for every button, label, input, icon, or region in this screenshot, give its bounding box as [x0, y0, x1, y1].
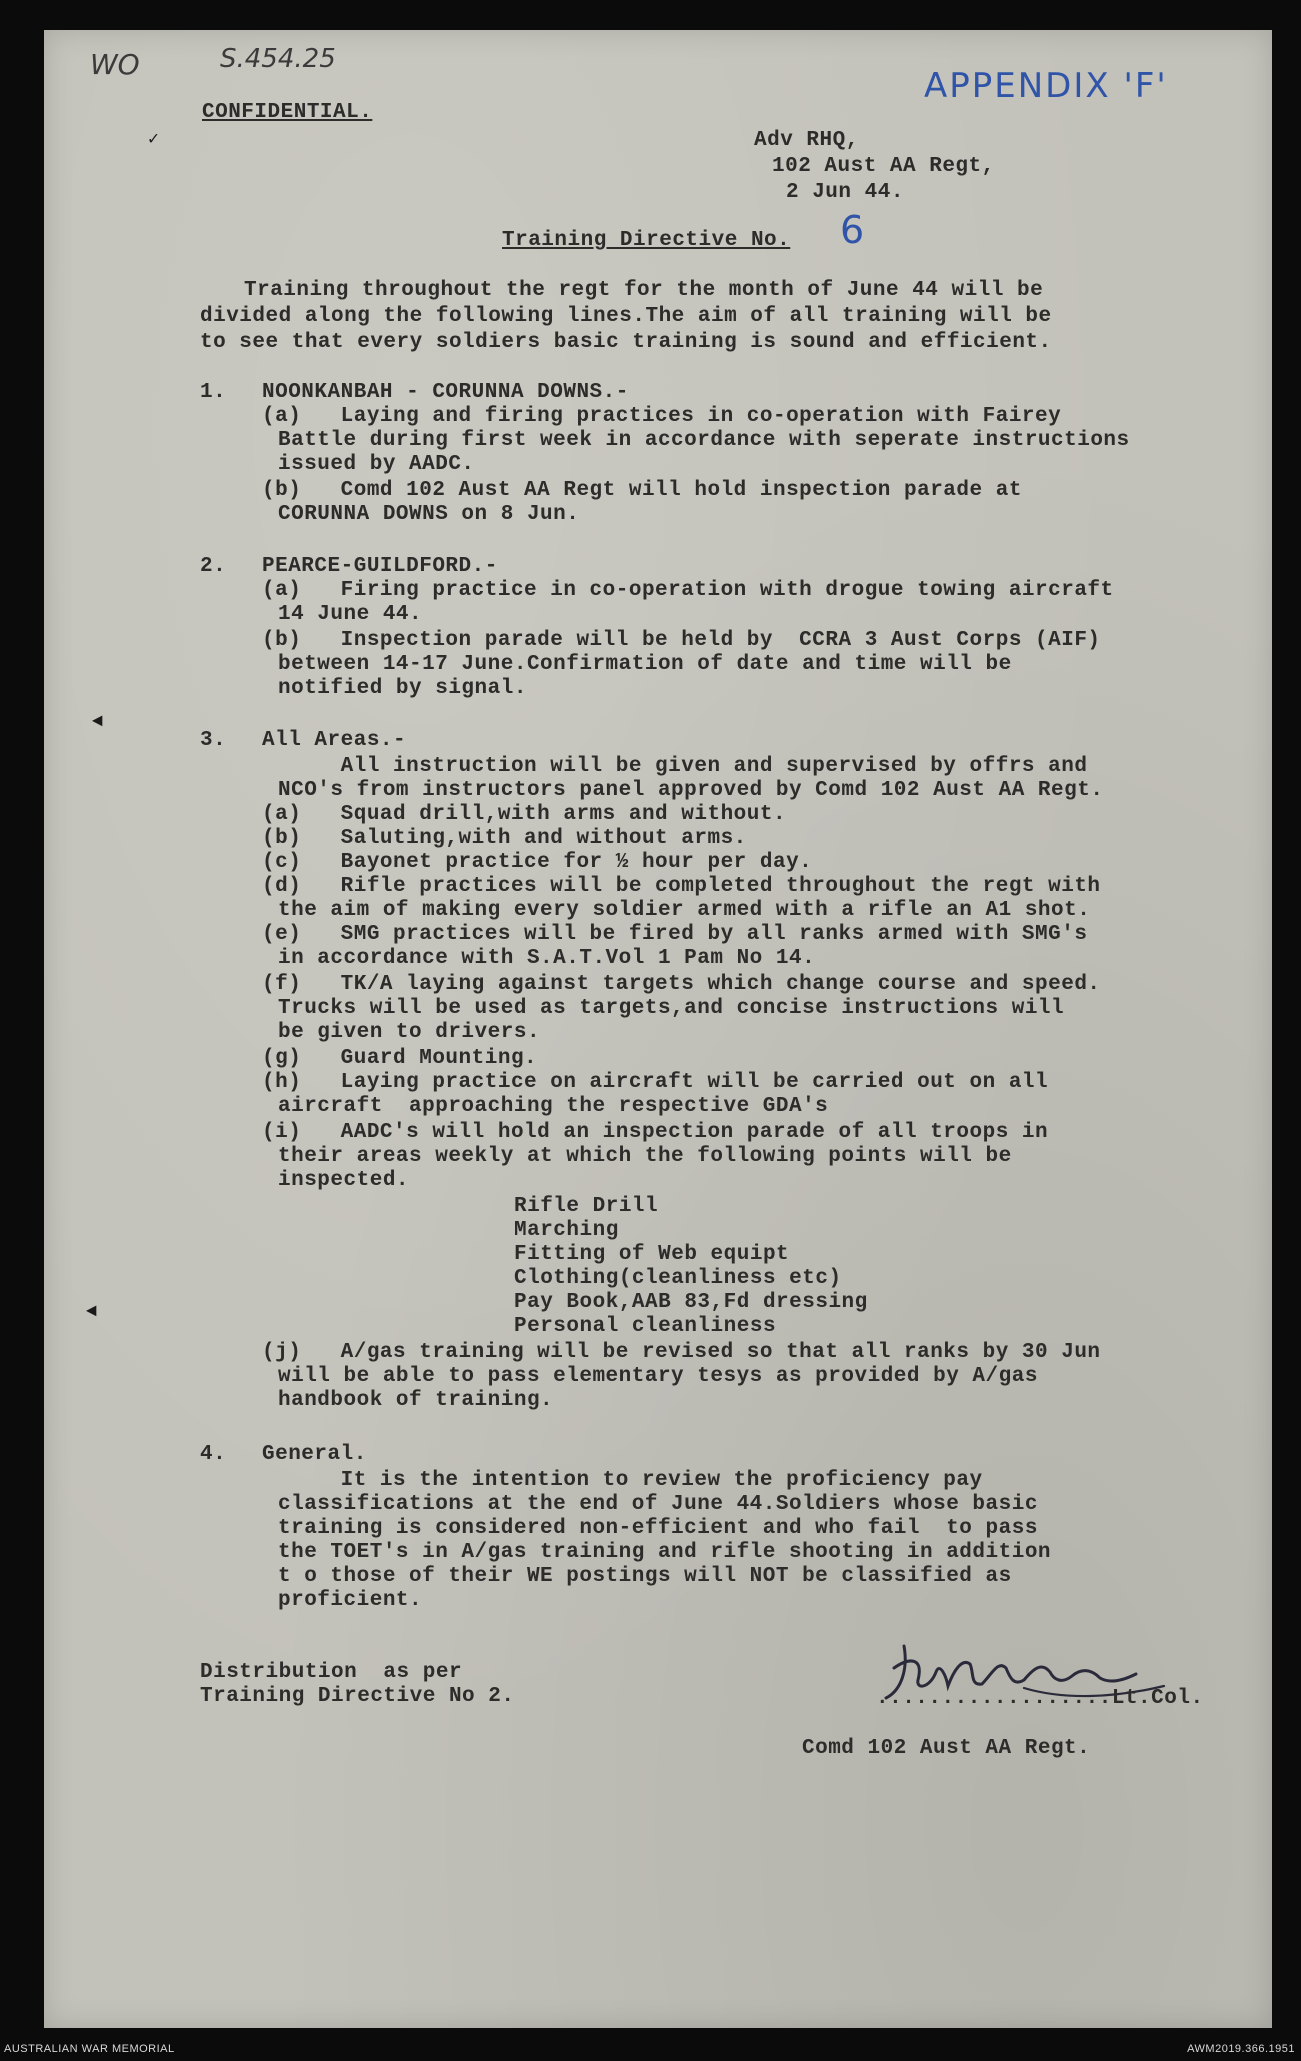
sender-line-2: 102 Aust AA Regt,: [772, 155, 995, 178]
date-line: 2 Jun 44.: [786, 181, 904, 204]
section-3-line: (g) Guard Mounting.: [262, 1047, 538, 1070]
section-4-line: proficient.: [278, 1589, 423, 1612]
inspection-point: Personal cleanliness: [514, 1315, 777, 1338]
section-4-number: 4.: [200, 1443, 227, 1466]
inspection-point: Marching: [514, 1219, 619, 1242]
section-2-heading: PEARCE-GUILDFORD.-: [262, 555, 498, 578]
distribution-line: Training Directive No 2.: [200, 1685, 515, 1708]
section-3-number: 3.: [200, 729, 227, 752]
section-1-line: (a) Laying and firing practices in co-operation with Fairey: [262, 405, 1062, 428]
section-3-line: NCO's from instructors panel approved by Comd 102 Aust AA Regt.: [278, 779, 1104, 802]
margin-arrow-mark: ◄: [92, 712, 103, 732]
section-4-line: t o those of their WE postings will NOT be classified as: [278, 1565, 1012, 1588]
inspection-point: Clothing(cleanliness etc): [514, 1267, 842, 1290]
section-3-line: All instruction will be given and supervised by offrs and: [262, 755, 1088, 778]
section-4-heading: General.: [262, 1443, 367, 1466]
intro-line: Training throughout the regt for the month of June 44 will be: [244, 279, 1044, 302]
section-3-line-j: (j) A/gas training will be revised so that all ranks by 30 Jun: [262, 1341, 1101, 1364]
section-4-line: classifications at the end of June 44.Soldiers whose basic: [278, 1493, 1038, 1516]
section-3-line-j: handbook of training.: [278, 1389, 554, 1412]
section-3-line: (h) Laying practice on aircraft will be carried out on all: [262, 1071, 1049, 1094]
section-3-line: their areas weekly at which the following points will be: [278, 1145, 1012, 1168]
directive-title: [502, 228, 790, 253]
inspection-point: Fitting of Web equipt: [514, 1243, 790, 1266]
section-1-line: Battle during first week in accordance with seperate instructions: [278, 429, 1130, 452]
section-3-line: inspected.: [278, 1169, 410, 1192]
sender-line-1: Adv RHQ,: [754, 129, 859, 152]
section-3-line: the aim of making every soldier armed with a rifle an A1 shot.: [278, 899, 1091, 922]
section-1-line: (b) Comd 102 Aust AA Regt will hold inspection parade at: [262, 479, 1022, 502]
section-3-line: aircraft approaching the respective GDA's: [278, 1095, 829, 1118]
section-3-line: be given to drivers.: [278, 1021, 541, 1044]
section-3-heading: All Areas.-: [262, 729, 407, 752]
intro-line: to see that every soldiers basic training is sound and efficient.: [200, 331, 1052, 354]
section-2-number: 2.: [200, 555, 227, 578]
section-2-line: between 14-17 June.Confirmation of date and time will be: [278, 653, 1012, 676]
section-3-line: (f) TK/A laying against targets which change course and speed.: [262, 973, 1101, 996]
margin-tick-mark: ✓: [148, 130, 159, 150]
signatory-position: Comd 102 Aust AA Regt.: [802, 1737, 1091, 1760]
section-2-line: (b) Inspection parade will be held by CCRA 3 Aust Corps (AIF): [262, 629, 1101, 652]
handwritten-reference: S.454.25: [220, 44, 336, 74]
section-3-line: (e) SMG practices will be fired by all ranks armed with SMG's: [262, 923, 1088, 946]
section-2-line: 14 June 44.: [278, 603, 423, 626]
section-4-line: training is considered non-efficient and who fail to pass: [278, 1517, 1038, 1540]
handwritten-appendix: APPENDIX 'F': [924, 66, 1168, 106]
section-3-line: (i) AADC's will hold an inspection parade of all troops in: [262, 1121, 1049, 1144]
inspection-point: Pay Book,AAB 83,Fd dressing: [514, 1291, 868, 1314]
section-4-line: the TOET's in A/gas training and rifle shooting in addition: [278, 1541, 1052, 1564]
section-3-line: in accordance with S.A.T.Vol 1 Pam No 14.: [278, 947, 816, 970]
handwritten-wo: WO: [90, 48, 140, 81]
section-2-line: (a) Firing practice in co-operation with drogue towing aircraft: [262, 579, 1114, 602]
section-3-line: (b) Saluting,with and without arms.: [262, 827, 747, 850]
section-1-heading: NOONKANBAH - CORUNNA DOWNS.-: [262, 381, 629, 404]
section-4-line: It is the intention to review the proficiency pay: [262, 1469, 983, 1492]
classification-marking: CONFIDENTIAL.: [202, 101, 373, 124]
inspection-point: Rifle Drill: [514, 1195, 659, 1218]
intro-line: divided along the following lines.The aim of all training will be: [200, 305, 1052, 328]
section-3-line-j: will be able to pass elementary tesys as provided by A/gas: [278, 1365, 1038, 1388]
footer-institution: AUSTRALIAN WAR MEMORIAL: [4, 2043, 175, 2055]
section-3-line: Trucks will be used as targets,and concise instructions will: [278, 997, 1065, 1020]
footer-catalogue-id: AWM2019.366.1951: [1187, 2043, 1295, 2055]
directive-title-text: Training Directive No.: [502, 229, 791, 252]
section-2-line: notified by signal.: [278, 677, 527, 700]
signature-rank: ..................Lt.Col.: [876, 1687, 1204, 1710]
section-1-number: 1.: [200, 381, 227, 404]
section-3-line: (a) Squad drill,with arms and without.: [262, 803, 787, 826]
margin-arrow-mark: ◄: [86, 1302, 97, 1322]
handwritten-directive-number: 6: [840, 208, 865, 252]
document-page: [44, 30, 1272, 2028]
distribution-line: Distribution as per: [200, 1661, 463, 1684]
section-1-line: issued by AADC.: [278, 453, 475, 476]
section-3-line: (d) Rifle practices will be completed throughout the regt with: [262, 875, 1101, 898]
section-3-line: (c) Bayonet practice for ½ hour per day.: [262, 851, 813, 874]
section-1-line: CORUNNA DOWNS on 8 Jun.: [278, 503, 580, 526]
